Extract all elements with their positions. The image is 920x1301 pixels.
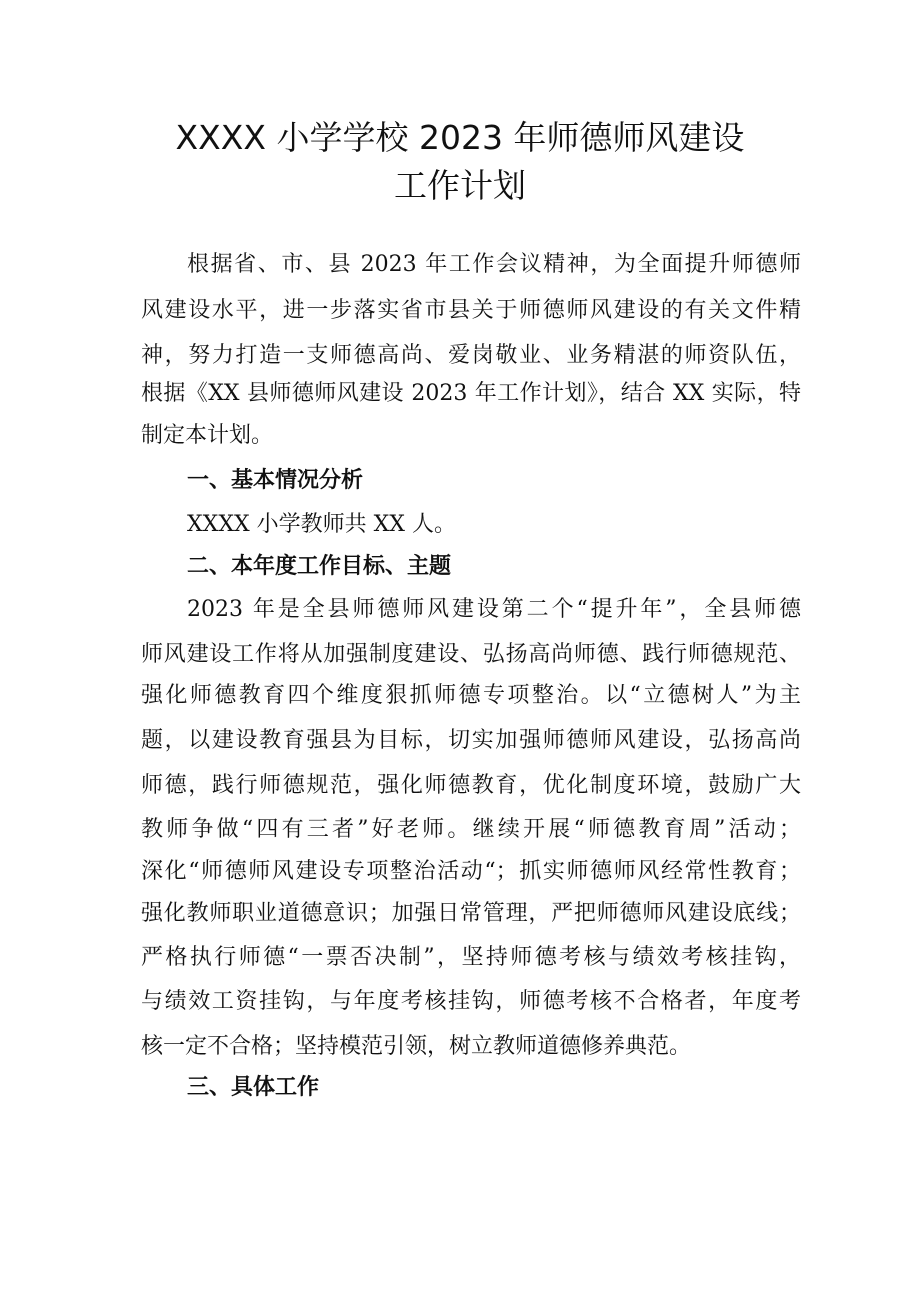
intro-line: 制定本计划。 [141,423,274,448]
section1-text: XXXX 小学教师共 XX 人。 [187,512,456,537]
section2-line: 与绩效工资挂钩，与年度考核挂钩，师德考核不合格者，年度考 [141,989,801,1014]
document-title-line2: 工作计划 [394,166,526,205]
section2-line: 严格执行师德“一票否决制”，坚持师德考核与绩效考核挂钩， [141,945,801,970]
section-heading-basic-analysis: 一、基本情况分析 [187,468,364,493]
section2-line: 深化“师德师风建设专项整治活动“；抓实师德师风经常性教育； [141,859,801,884]
document-title-line1: XXXX 小学学校 2023 年师德师风建设 [175,118,745,157]
section-heading-specific-work: 三、具体工作 [187,1075,320,1100]
section2-line: 教师争做“四有三者”好老师。继续开展“师德教育周”活动； [141,817,801,842]
intro-line: 风建设水平，进一步落实省市县关于师德师风建设的有关文件精 [141,298,801,323]
section2-line: 强化师德教育四个维度狠抓师德专项整治。以“立德树人”为主 [141,683,801,708]
section2-line: 强化教师职业道德意识；加强日常管理，严把师德师风建设底线； [141,901,801,926]
intro-line: 根据《XX 县师德师风建设 2023 年工作计划》，结合 XX 实际，特 [141,381,801,406]
intro-line: 根据省、市、县 2023 年工作会议精神，为全面提升师德师 [187,252,801,277]
section2-line: 题，以建设教育强县为目标，切实加强师德师风建设，弘扬高尚 [141,728,801,753]
intro-line: 神，努力打造一支师德高尚、爱岗敬业、业务精湛的师资队伍， [141,343,801,368]
section2-line: 师风建设工作将从加强制度建设、弘扬高尚师德、践行师德规范、 [141,642,801,667]
section2-line: 核一定不合格；坚持模范引领，树立教师道德修养典范。 [141,1034,692,1059]
section2-line: 2023 年是全县师德师风建设第二个“提升年”，全县师德 [187,597,801,622]
section-heading-goals: 二、本年度工作目标、主题 [187,554,452,579]
section2-line: 师德，践行师德规范，强化师德教育，优化制度环境，鼓励广大 [141,773,801,798]
